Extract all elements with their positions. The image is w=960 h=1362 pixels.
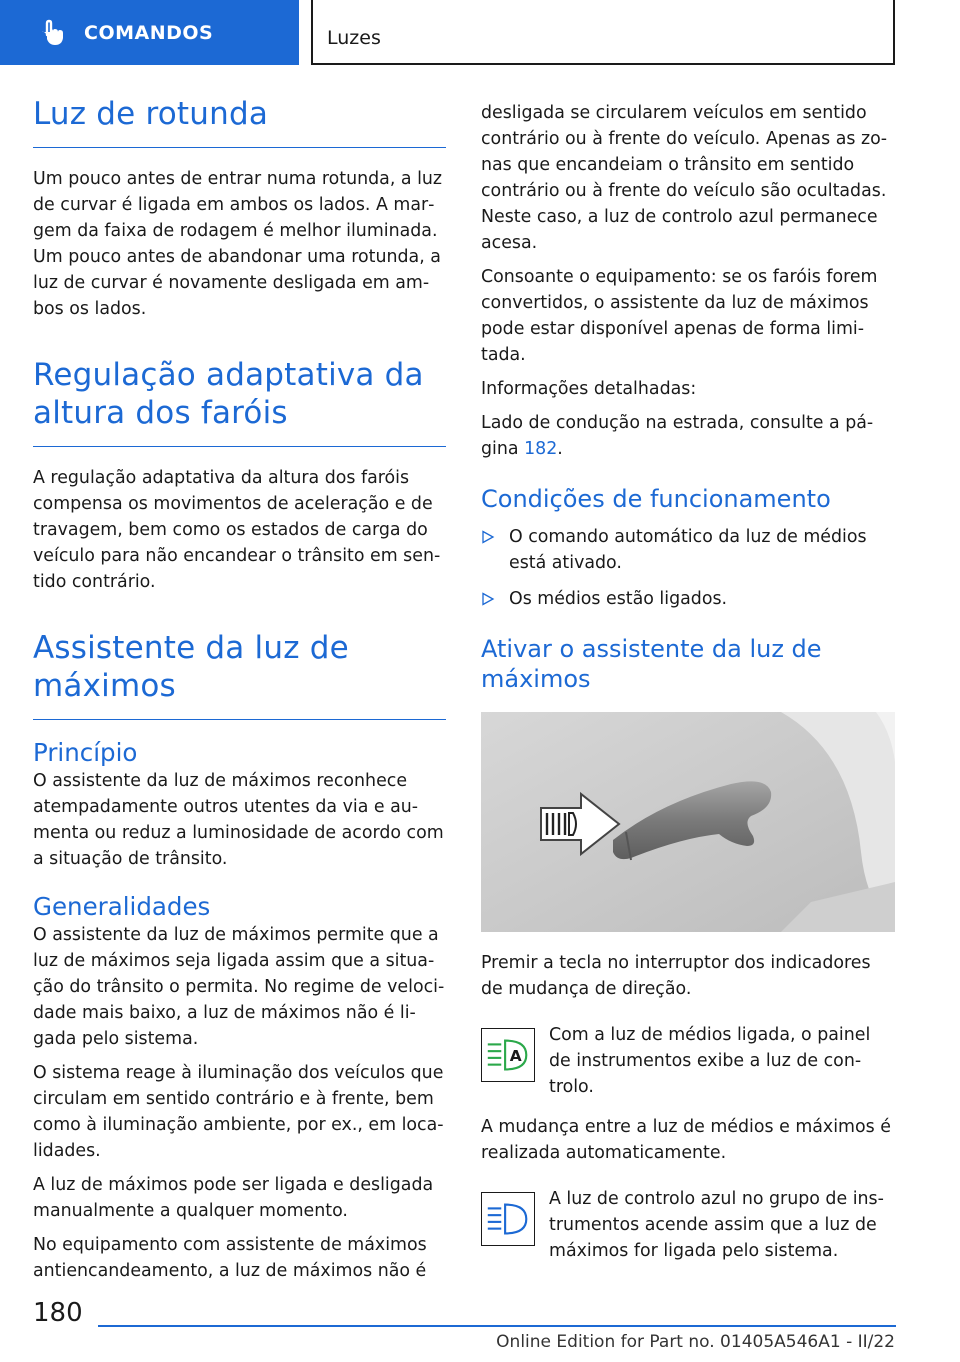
footer-divider	[98, 1325, 896, 1327]
paragraph: Com a luz de médios ligada, o painel de instrumentos exibe a luz de con‐trolo.	[549, 1025, 871, 1097]
list-item	[481, 524, 895, 576]
auto-high-beam-indicator-icon	[481, 1028, 535, 1082]
paragraph: A mudança entre a luz de médios e máximos é realizada automaticamente.	[481, 1117, 891, 1163]
left-column	[33, 95, 446, 1284]
heading-regulacao-adaptativa: Regulação adaptativa da altura dos faróis	[33, 356, 446, 447]
section-label: Luzes	[327, 27, 381, 49]
chapter-label: COMANDOS	[84, 21, 214, 44]
paragraph: A luz de máximos pode ser ligada e desligada manualmente a qualquer momento.	[33, 1175, 434, 1221]
paragraph: Consoante o equipamento: se os faróis forem convertidos, o assistente da luz de máximos pode estar disponível apenas de forma limi‐tada.	[481, 267, 878, 365]
paragraph: Um pouco antes de entrar numa rotunda, a luz de curvar é ligada em ambos os lados. A mar‐gem da faixa de rodagem é melhor iluminada. Um pouco antes de abandonar uma rotunda, a luz de curvar é novamente desligada em am‐bos os lados.	[33, 169, 443, 319]
paragraph-page-reference	[481, 410, 895, 462]
paragraph: No equipamento com assistente de máximos antiencandeamento, a luz de máximos não é	[33, 1235, 427, 1281]
subheading-principio: Princípio	[33, 738, 138, 767]
paragraph: A regulação adaptativa da altura dos faróis compensa os movimentos de aceleração e de travagem, bem como os estados de carga do veículo para não encandear o trânsito em sen‐tido contrário.	[33, 468, 441, 592]
paragraph: O assistente da luz de máximos permite que a luz de máximos seja ligada assim que a situa‐ção do trânsito o permita. No regime de veloci‐dade mais baixo, a luz de máximos não é li‐gada pelo sistema.	[33, 925, 445, 1049]
indicator-note	[481, 1022, 895, 1100]
heading-luz-de-rotunda: Luz de rotunda	[33, 95, 446, 148]
right-column	[481, 100, 895, 1264]
edition-text: Online Edition for Part no. 01405A546A1 - II/22	[496, 1332, 895, 1352]
heading-assistente-luz-maximos: Assistente da luz de máximos	[33, 629, 446, 720]
turn-signal-stalk-illustration	[481, 712, 895, 932]
paragraph: desligada se circularem veículos em sentido contrário ou à frente do veículo. Apenas as zo‐nas que encandeiam o trânsito em sentido contrário ou à frente do veículo são ocultadas. Neste caso, a luz de controlo azul permanece acesa.	[481, 103, 888, 253]
triangle-bullet-icon	[481, 530, 495, 544]
page-number: 180	[33, 1298, 83, 1328]
paragraph: Premir a tecla no interruptor dos indicadores de mudança de direção.	[481, 953, 871, 999]
reference-end: .	[557, 439, 563, 459]
subheading-ativar-assistente: Ativar o assistente da luz de máximos	[481, 635, 822, 693]
list-item	[481, 586, 895, 612]
paragraph: O sistema reage à iluminação dos veículos que circulam em sentido contrário e à frente, bem como à iluminação ambiente, por ex., em loca‐lidades.	[33, 1063, 444, 1161]
high-beam-indicator-icon	[481, 1192, 535, 1246]
paragraph: A luz de controlo azul no grupo de ins‐trumentos acende assim que a luz de máximos for ligada pelo sistema.	[549, 1189, 884, 1261]
subheading-generalidades: Generalidades	[33, 892, 211, 921]
paragraph: O assistente da luz de máximos reconhece atempadamente outros utentes da via e au‐menta ou reduz a luminosidade de acordo com a situação de trânsito.	[33, 771, 444, 869]
indicator-note	[481, 1186, 895, 1264]
paragraph: Informações detalhadas:	[481, 379, 697, 399]
reference-text: Lado de condução na estrada, consulte a pá‐gina	[481, 413, 874, 459]
list-item-text: Os médios estão ligados.	[509, 589, 728, 609]
section-header	[311, 0, 895, 65]
hand-pointer-icon	[38, 18, 68, 48]
conditions-list	[481, 524, 895, 612]
list-item-text: O comando automático da luz de médios está ativado.	[509, 527, 867, 573]
svg-text:A: A	[509, 1046, 522, 1065]
chapter-tab	[0, 0, 299, 65]
page-link[interactable]: 182	[524, 439, 558, 459]
triangle-bullet-icon	[481, 592, 495, 606]
subheading-condicoes-funcionamento: Condições de funcionamento	[481, 485, 831, 513]
